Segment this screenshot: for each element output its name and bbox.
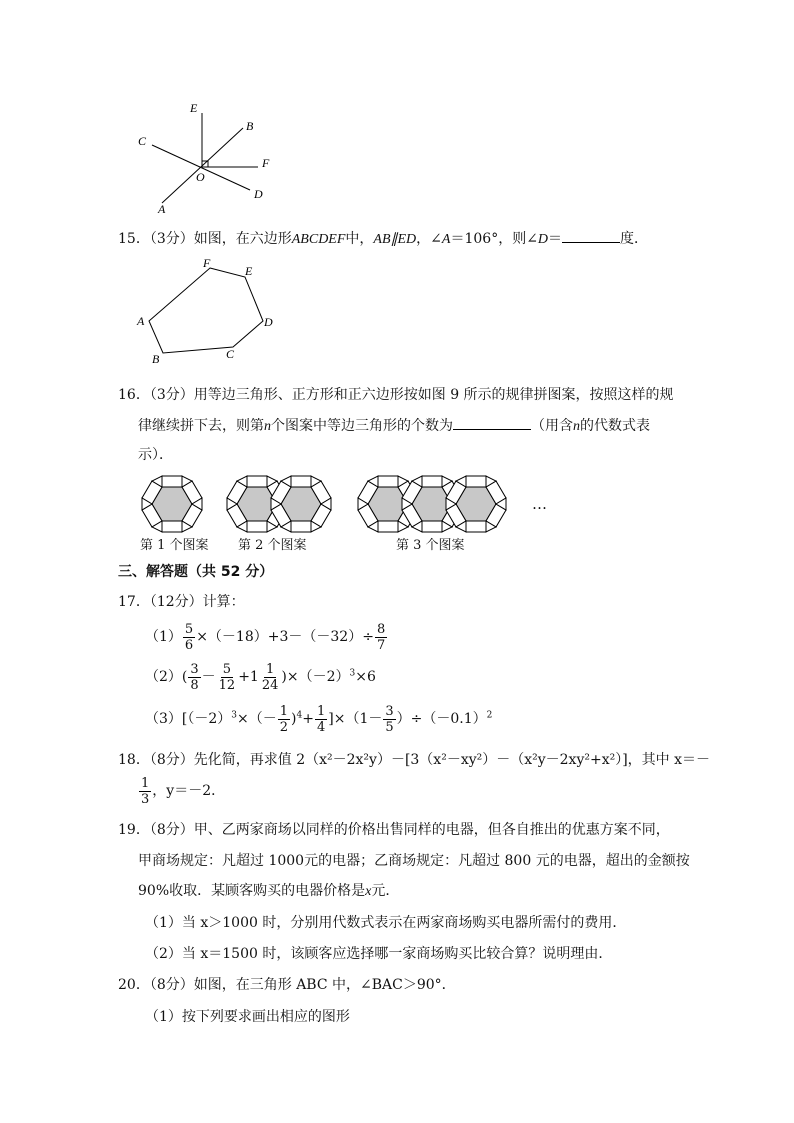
question-19-line1: 19．（8分）甲、乙两家商场以同样的价格出售同样的电器，但各自推出的优惠方案不同， <box>118 822 670 838</box>
question-19-line2: 甲商场规定：凡超过 1000元的电器；乙商场规定：凡超过 800 元的电器，超出的金额按 <box>138 853 690 869</box>
question-20: 20．（8分）如图，在三角形 ABC 中，∠BAC＞90°． <box>118 977 456 993</box>
label-D: D <box>254 187 263 201</box>
figure-intersecting-lines <box>130 95 290 220</box>
label-F: F <box>262 156 270 170</box>
label-A: A <box>158 202 166 216</box>
label-C: C <box>138 134 147 148</box>
section-title: 三、解答题（共 52 分） <box>118 564 274 580</box>
question-15: 15．（3分）如图，在六边形ABCDEF中，AB∥ED，∠A＝106°，则∠D＝ 度． <box>118 228 648 250</box>
question-18-cont: $\frac{1}{3}$ ，y＝－2． <box>141 775 226 807</box>
question-19-part1: （1）当 x＞1000 时，分别用代数式表示在两家商场购买电器所需付的费用． <box>145 915 627 931</box>
label-D: D <box>264 315 273 329</box>
label-O: O <box>196 170 205 184</box>
caption-pattern-3: 第 3 个图案 <box>396 538 465 553</box>
label-E: E <box>245 264 253 278</box>
label-F: F <box>203 256 211 270</box>
q17-part2: （2）( $\frac{3}{8}$ － $\frac{5}{12}$ +1 $\frac{1}{24}$ )$\times(-2)^3\times 6$ <box>145 661 376 693</box>
label-B: B <box>246 119 254 133</box>
label-C: C <box>226 347 235 361</box>
question-16-line2: 律继续拼下去，则第n个图案中等边三角形的个数为 （用含n的代数式表 <box>138 415 650 437</box>
question-20-part1: （1）按下列要求画出相应的图形 <box>145 1009 350 1025</box>
figure-hexagon <box>130 255 290 370</box>
caption-pattern-2: 第 2 个图案 <box>238 538 307 553</box>
pattern-2-unit-2 <box>271 476 331 532</box>
question-19-part2: （2）当 x＝1500 时，该顾客应选择哪一家商场购买比较合算？说明理由． <box>145 946 613 962</box>
question-18: 18．（8分）先化简，再求值 2（x²－2x²y）－[3（x²－xy²）－（x²y－2xy²+x²）]，其中 x＝－ <box>118 752 711 768</box>
caption-pattern-1: 第 1 个图案 <box>140 538 209 553</box>
label-B: B <box>152 352 160 366</box>
label-E: E <box>190 101 198 115</box>
pattern-1-unit-1 <box>142 476 202 532</box>
question-16-line3: 示）． <box>138 447 173 463</box>
label-A: A <box>137 314 145 328</box>
answer-blank-15[interactable] <box>562 228 620 243</box>
pattern-ellipsis: … <box>532 495 547 513</box>
pattern-3-unit-3 <box>446 476 506 532</box>
answer-blank-16[interactable] <box>453 415 531 430</box>
figure-tiling-patterns <box>135 470 565 540</box>
q17-part1: （1） $\frac{5}{6}$ ×（－18）+3－（－32）÷ $\frac{8}{7}$ <box>145 621 386 653</box>
question-17: 17．（12分）计算： <box>118 594 245 610</box>
question-19-line3: 90%收取．某顾客购买的电器价格是x元． <box>138 883 400 899</box>
question-16-line1: 16．（3分）用等边三角形、正方形和正六边形按如图 9 所示的规律拼图案，按照这样的规 <box>118 387 674 403</box>
q17-part3: $(3)[(-2)^3\times(-$ $\frac{1}{2}$ )$^4$+ $\frac{1}{4}$ ]×（1－ $\frac{3}{5}$ ）$\div(-0.1)^2$ <box>145 703 493 735</box>
